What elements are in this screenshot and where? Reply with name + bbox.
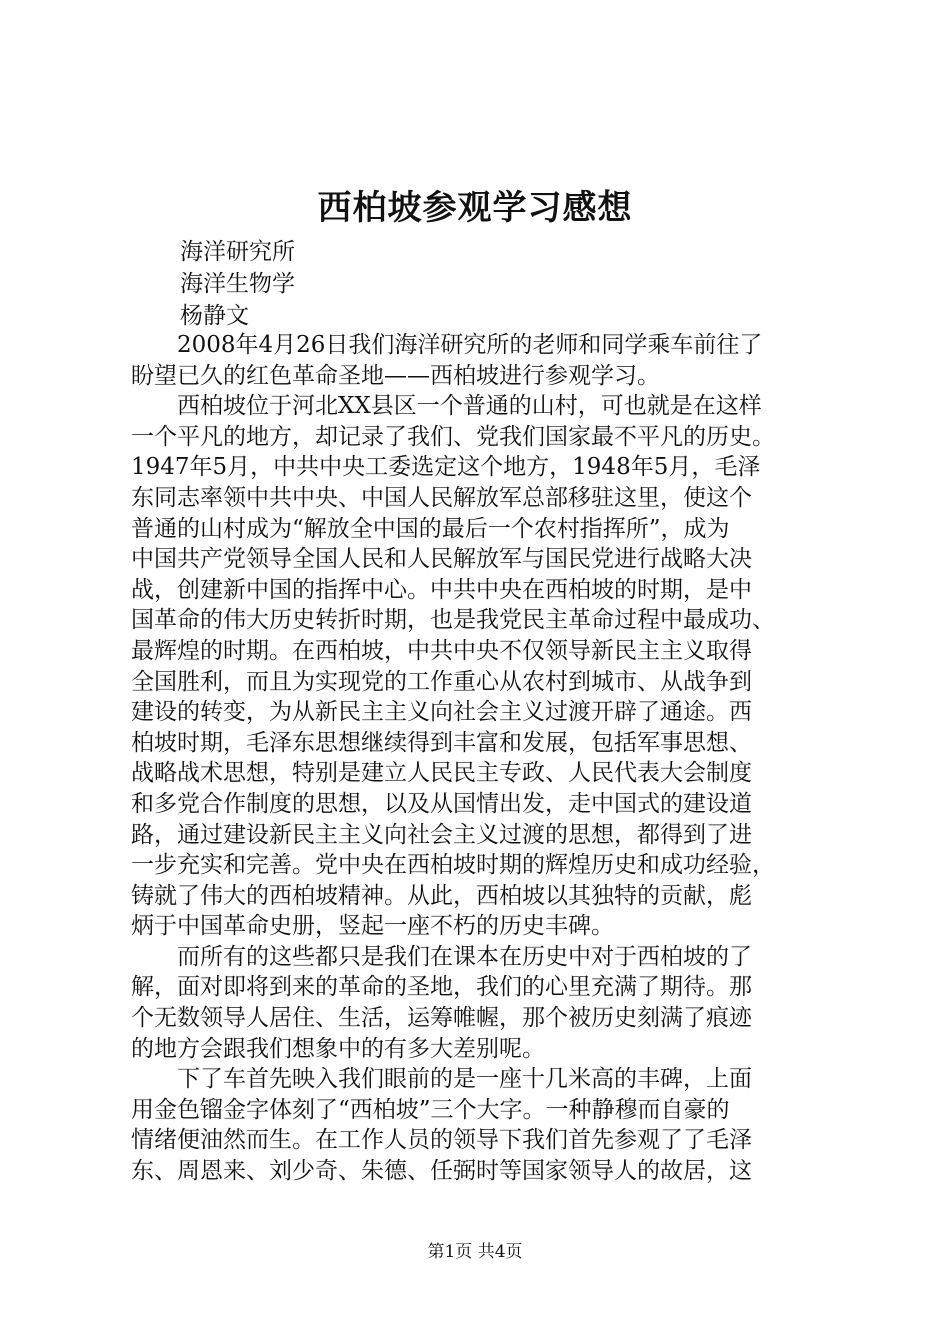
text-line: 2008年4月26日我们海洋研究所的老师和同学乘车前往了 — [131, 332, 763, 358]
text-line: 1947年5月，中共中央工委选定这个地方，1948年5月，毛泽 — [131, 454, 761, 481]
text-line: 中国共产党领导全国人民和人民解放军与国民党进行战略大决 — [131, 546, 752, 573]
text-line: 盼望已久的红色革命圣地——西柏坡进行参观学习。 — [131, 362, 660, 389]
text-line: 用金色镏金字体刻了“西柏坡”三个大字。一种静穆而自豪的 — [131, 1096, 730, 1123]
text-line: 战略战术思想，特别是建立人民民主专政、人民代表大会制度 — [131, 760, 752, 787]
text-line: 炳于中国革命史册，竖起一座不朽的历史丰碑。 — [131, 913, 614, 940]
text-line: 铸就了伟大的西柏坡精神。从此，西柏坡以其独特的贡献，彪 — [131, 882, 752, 909]
text-line: 国革命的伟大历史转折时期，也是我党民主革命过程中最成功、 — [131, 607, 775, 634]
text-line: 最辉煌的时期。在西柏坡，中共中央不仅领导新民主主义取得 — [131, 637, 752, 664]
document-title: 西柏坡参观学习感想 — [317, 188, 633, 228]
major-name: 海洋生物学 — [180, 271, 295, 297]
text-line: 路，通过建设新民主主义向社会主义过渡的思想，都得到了进 — [131, 821, 752, 848]
text-line: 普通的山村成为“解放全中国的最后一个农村指挥所”，成为 — [131, 515, 730, 542]
text-line: 和多党合作制度的思想，以及从国情出发，走中国式的建设道 — [131, 790, 752, 817]
text-line: 的地方会跟我们想象中的有多大差别呢。 — [131, 1035, 545, 1062]
text-line: 东、周恩来、刘少奇、朱德、任弼时等国家领导人的故居，这 — [131, 1158, 752, 1185]
text-line: 解，面对即将到来的革命的圣地，我们的心里充满了期待。那 — [131, 974, 752, 1001]
text-line: 个无数领导人居住、生活，运筹帷幄，那个被历史刻满了痕迹 — [131, 1005, 752, 1032]
text-line: 东同志率领中共中央、中国人民解放军总部移驻这里，使这个 — [131, 484, 752, 511]
text-line: 战，创建新中国的指挥中心。中共中央在西柏坡的时期，是中 — [131, 576, 752, 603]
text-line: 一个平凡的地方，却记录了我们、党我们国家最不平凡的历史。 — [131, 423, 775, 450]
text-line: 柏坡时期，毛泽东思想继续得到丰富和发展，包括军事思想、 — [131, 729, 752, 756]
text-line: 全国胜利，而且为实现党的工作重心从农村到城市、从战争到 — [131, 668, 752, 695]
text-line: 一步充实和完善。党中央在西柏坡时期的辉煌历史和成功经验， — [131, 852, 775, 879]
page-footer: 第1页 共4页 — [427, 1242, 523, 1262]
institute-name: 海洋研究所 — [180, 239, 295, 265]
text-line: 建设的转变，为从新民主主义向社会主义过渡开辟了通途。西 — [131, 699, 752, 726]
text-line: 下了车首先映入我们眼前的是一座十几米高的丰碑，上面 — [131, 1066, 752, 1093]
text-line: 西柏坡位于河北XX县区一个普通的山村，可也就是在这样 — [131, 393, 762, 420]
author-name: 杨静文 — [180, 303, 249, 329]
text-line: 而所有的这些都只是我们在课本在历史中对于西柏坡的了 — [131, 943, 752, 970]
document-body — [131, 330, 843, 1187]
text-line: 情绪便油然而生。在工作人员的领导下我们首先参观了了毛泽 — [131, 1127, 752, 1154]
